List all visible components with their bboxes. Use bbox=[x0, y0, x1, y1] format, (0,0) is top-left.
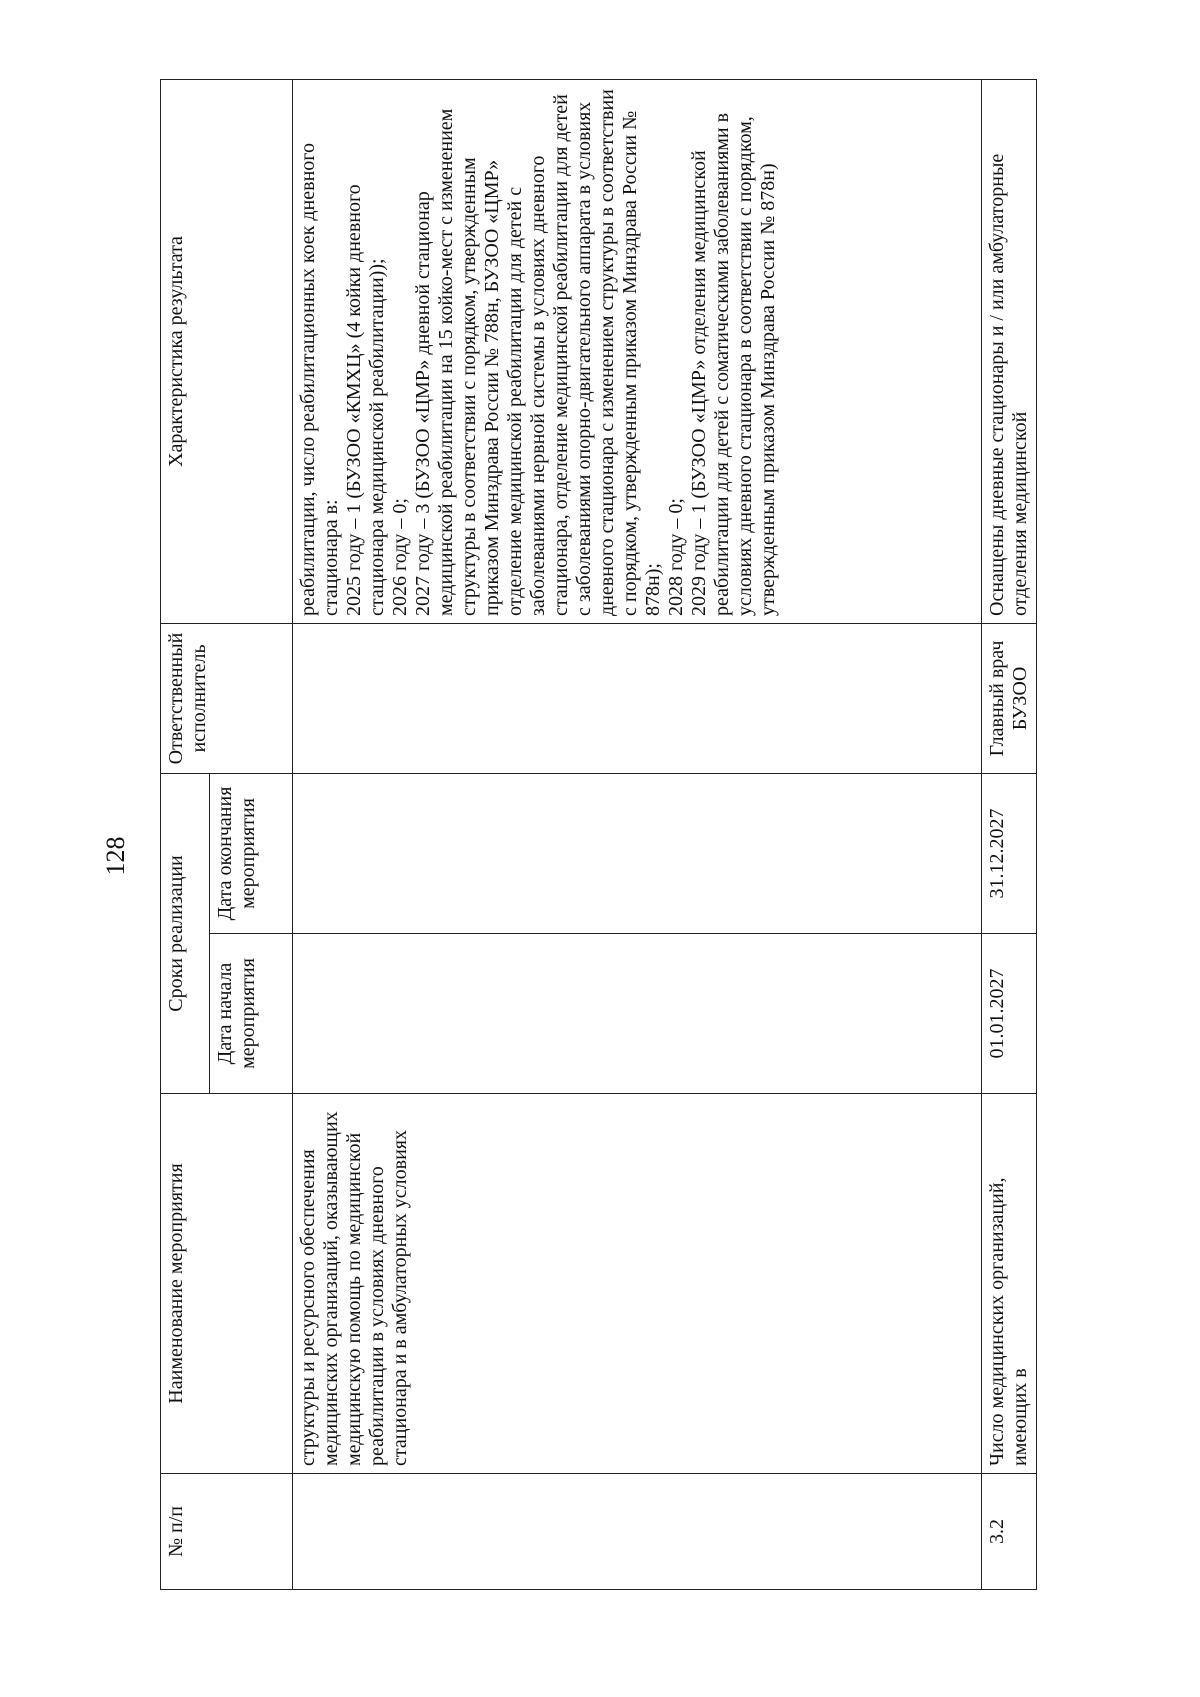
cell-result bbox=[982, 79, 1037, 623]
cell-end-date: 31.12.2027 bbox=[982, 773, 1037, 933]
cell-num bbox=[293, 1474, 982, 1590]
table-row bbox=[293, 79, 982, 1589]
cell-start-date: 01.01.2027 bbox=[982, 934, 1037, 1094]
table-row bbox=[982, 79, 1037, 1589]
cell-start-date bbox=[293, 934, 982, 1094]
rotated-page-content bbox=[160, 80, 1120, 1590]
header-name: Наименование мероприятия bbox=[161, 1094, 293, 1474]
header-end-date: Дата окончания мероприятия bbox=[210, 773, 293, 933]
cell-num: 3.2 bbox=[982, 1474, 1037, 1590]
result-line: 2025 году – 1 (БУЗОО «КМХЦ» (4 койки дневного стационара медицинской реабилитации)); bbox=[343, 184, 388, 616]
result-line: 2026 году – 0; bbox=[389, 498, 411, 616]
header-num: № п/п bbox=[161, 1474, 293, 1590]
result-line: Оснащены дневные стационары и / или амбулаторные отделения медицинской bbox=[986, 153, 1031, 616]
table-header-row bbox=[161, 79, 210, 1589]
page-number: 128 bbox=[101, 836, 130, 876]
cell-name: Число медицинских организаций, имеющих в bbox=[982, 1094, 1037, 1474]
result-line: реабилитации, число реабилитационных коек дневного стационара в: bbox=[297, 143, 342, 616]
measures-table bbox=[160, 79, 1037, 1590]
cell-result bbox=[293, 79, 982, 623]
header-start-date: Дата начала мероприятия bbox=[210, 934, 293, 1094]
cell-responsible: Главный врач БУЗОО bbox=[982, 623, 1037, 773]
header-terms: Сроки реализации bbox=[161, 773, 210, 1093]
result-line: 2029 году – 1 (БУЗОО «ЦМР» отделения медицинской реабилитации для детей с соматическими заболеваниями в условиях дневного стационара в соответствии с порядком, утвержденным приказом Минздрава России № 878н) bbox=[688, 112, 779, 616]
header-result: Характеристика результата bbox=[161, 79, 293, 623]
cell-name: структуры и ресурсного обеспечения медицинских организаций, оказывающих медицинскую помощь по медицинской реабилитации в условиях дневного стационара и в амбулаторных условиях bbox=[293, 1094, 982, 1474]
result-line: 2028 году – 0; bbox=[665, 498, 687, 616]
cell-responsible bbox=[293, 623, 982, 773]
cell-end-date bbox=[293, 773, 982, 933]
result-line: 2027 году – 3 (БУЗОО «ЦМР» дневной стационар медицинской реабилитации на 15 койко-мест с изменением структуры в соответствии с порядком, утвержденным приказом Минздрава России № 788н, БУЗОО «ЦМР» отделение медицинской реабилитации для детей с заболеваниями нервной системы в условиях дневного стационара, отделение медицинской реабилитации для детей с заболеваниями опорно-двигательного аппарата в условиях дневного стационара с изменением структуры в соответствии с порядком, утвержденным приказом Минздрава России № 878н); bbox=[412, 89, 664, 616]
header-responsible: Ответственный исполнитель bbox=[161, 623, 293, 773]
